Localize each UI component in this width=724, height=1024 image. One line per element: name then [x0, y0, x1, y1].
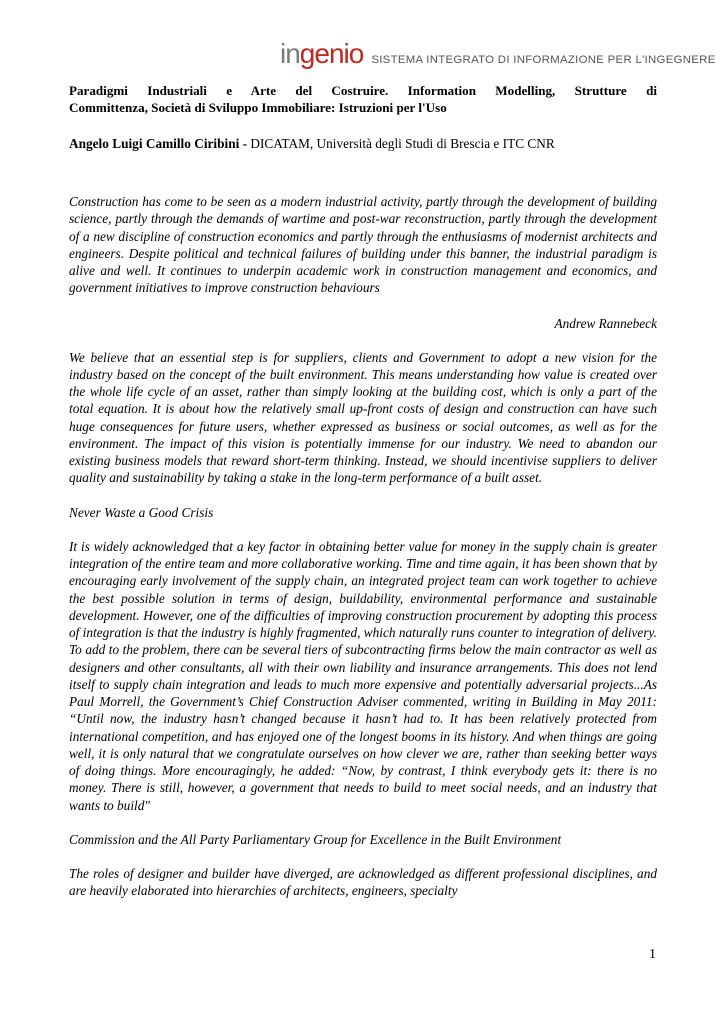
paragraph-integration: It is widely acknowledged that a key factor in obtaining better value for money in the supply chain is greater integration of the entire team and more collaborative working. Time and time again, it has been shown that by encouraging early involvement of the supply chain, an integrated project team can work together to achieve the best possible solution in terms of design, buildability, environmental performance and sustainable development. However, one of the difficulties of improving construction procurement by adopting this process of integration is that the industry is highly fragmented, which naturally runs counter to integration of delivery. To add to the problem, there can be several tiers of subcontracting firms below the main contractor as well as designers and other consultants, all with their own liability and insurance arrangements. This does not lend itself to supply chain integration and leads to much more expensive and potentially adversarial projects...As Paul Morrell, the Government’s Chief Construction Adviser commented, writing in Building in May 2011: “Until now, the industry hasn’t changed because it hasn’t had to. It has been relatively protected from international competition, and has enjoyed one of the longest booms in its history. And when things are going well, it is only natural that we congratulate ourselves on how clever we are, rather than seeking better ways of doing things. More encouragingly, he added: “Now, by contrast, I think everybody gets it: there is no money. There is still, however, a government that needs to build to meet social needs, and an industry that wants to build": [69, 538, 657, 813]
quote-paragraph: Construction has come to be seen as a modern industrial activity, partly through the development of building science, partly through the demands of wartime and post-war reconstruction, partly through the development of a new discipline of construction economics and partly through the enthusiasms of modernist architects and engineers. Despite political and technical failures of building under this banner, the industrial paradigm is alive and well. It continues to underpin academic work in construction management and economics, and government initiatives to improve construction behaviours: [69, 194, 657, 296]
page-number: 1: [649, 947, 656, 962]
author-name: Angelo Luigi Camillo Ciribini -: [69, 136, 248, 151]
title-line-2: Committenza, Società di Sviluppo Immobiliare: Istruzioni per l'Uso: [69, 100, 447, 115]
paragraph-vision: We believe that an essential step is for suppliers, clients and Government to adopt a new vision for the industry based on the concept of the built environment. This means understanding how value is created over the whole life cycle of an asset, rather than simply looking at the building cost, which is only a part of the total equation. It is about how the relatively small up-front costs of design and construction can have such huge consequences for future users, whether expressed as business or social outcomes, as well as for the environment. The impact of this vision is potentially immense for our industry. We need to abandon our existing business models that reward short-term thinking. Instead, we should incentivise suppliers to deliver quality and sustainability by taking a stake in the long-term performance of a built asset.: [69, 349, 657, 486]
logo-genio: genio: [299, 38, 364, 69]
paragraph-commission: Commission and the All Party Parliamentary Group for Excellence in the Built Environment: [69, 831, 562, 847]
ingenio-logo: [280, 40, 363, 68]
section-heading: Never Waste a Good Crisis: [69, 504, 214, 520]
author-affiliation: DICATAM, Università degli Studi di Brescia e ITC CNR: [247, 136, 555, 151]
title-line-1: Paradigmi Industriali e Arte del Costruire. Information Modelling, Strutture di: [69, 83, 657, 98]
paragraph-roles: The roles of designer and builder have diverged, are acknowledged as different professional disciplines, and are heavily elaborated into hierarchies of architects, engineers, specialty: [69, 866, 657, 899]
header-tagline: SISTEMA INTEGRATO DI INFORMAZIONE PER L'INGEGNERE: [371, 54, 716, 66]
logo-in: in: [280, 38, 300, 69]
document-body: [69, 82, 657, 900]
site-header: [280, 40, 716, 68]
document-title: [69, 82, 657, 116]
quote-attribution: Andrew Rannebeck: [554, 315, 657, 331]
author-line: [69, 135, 657, 152]
